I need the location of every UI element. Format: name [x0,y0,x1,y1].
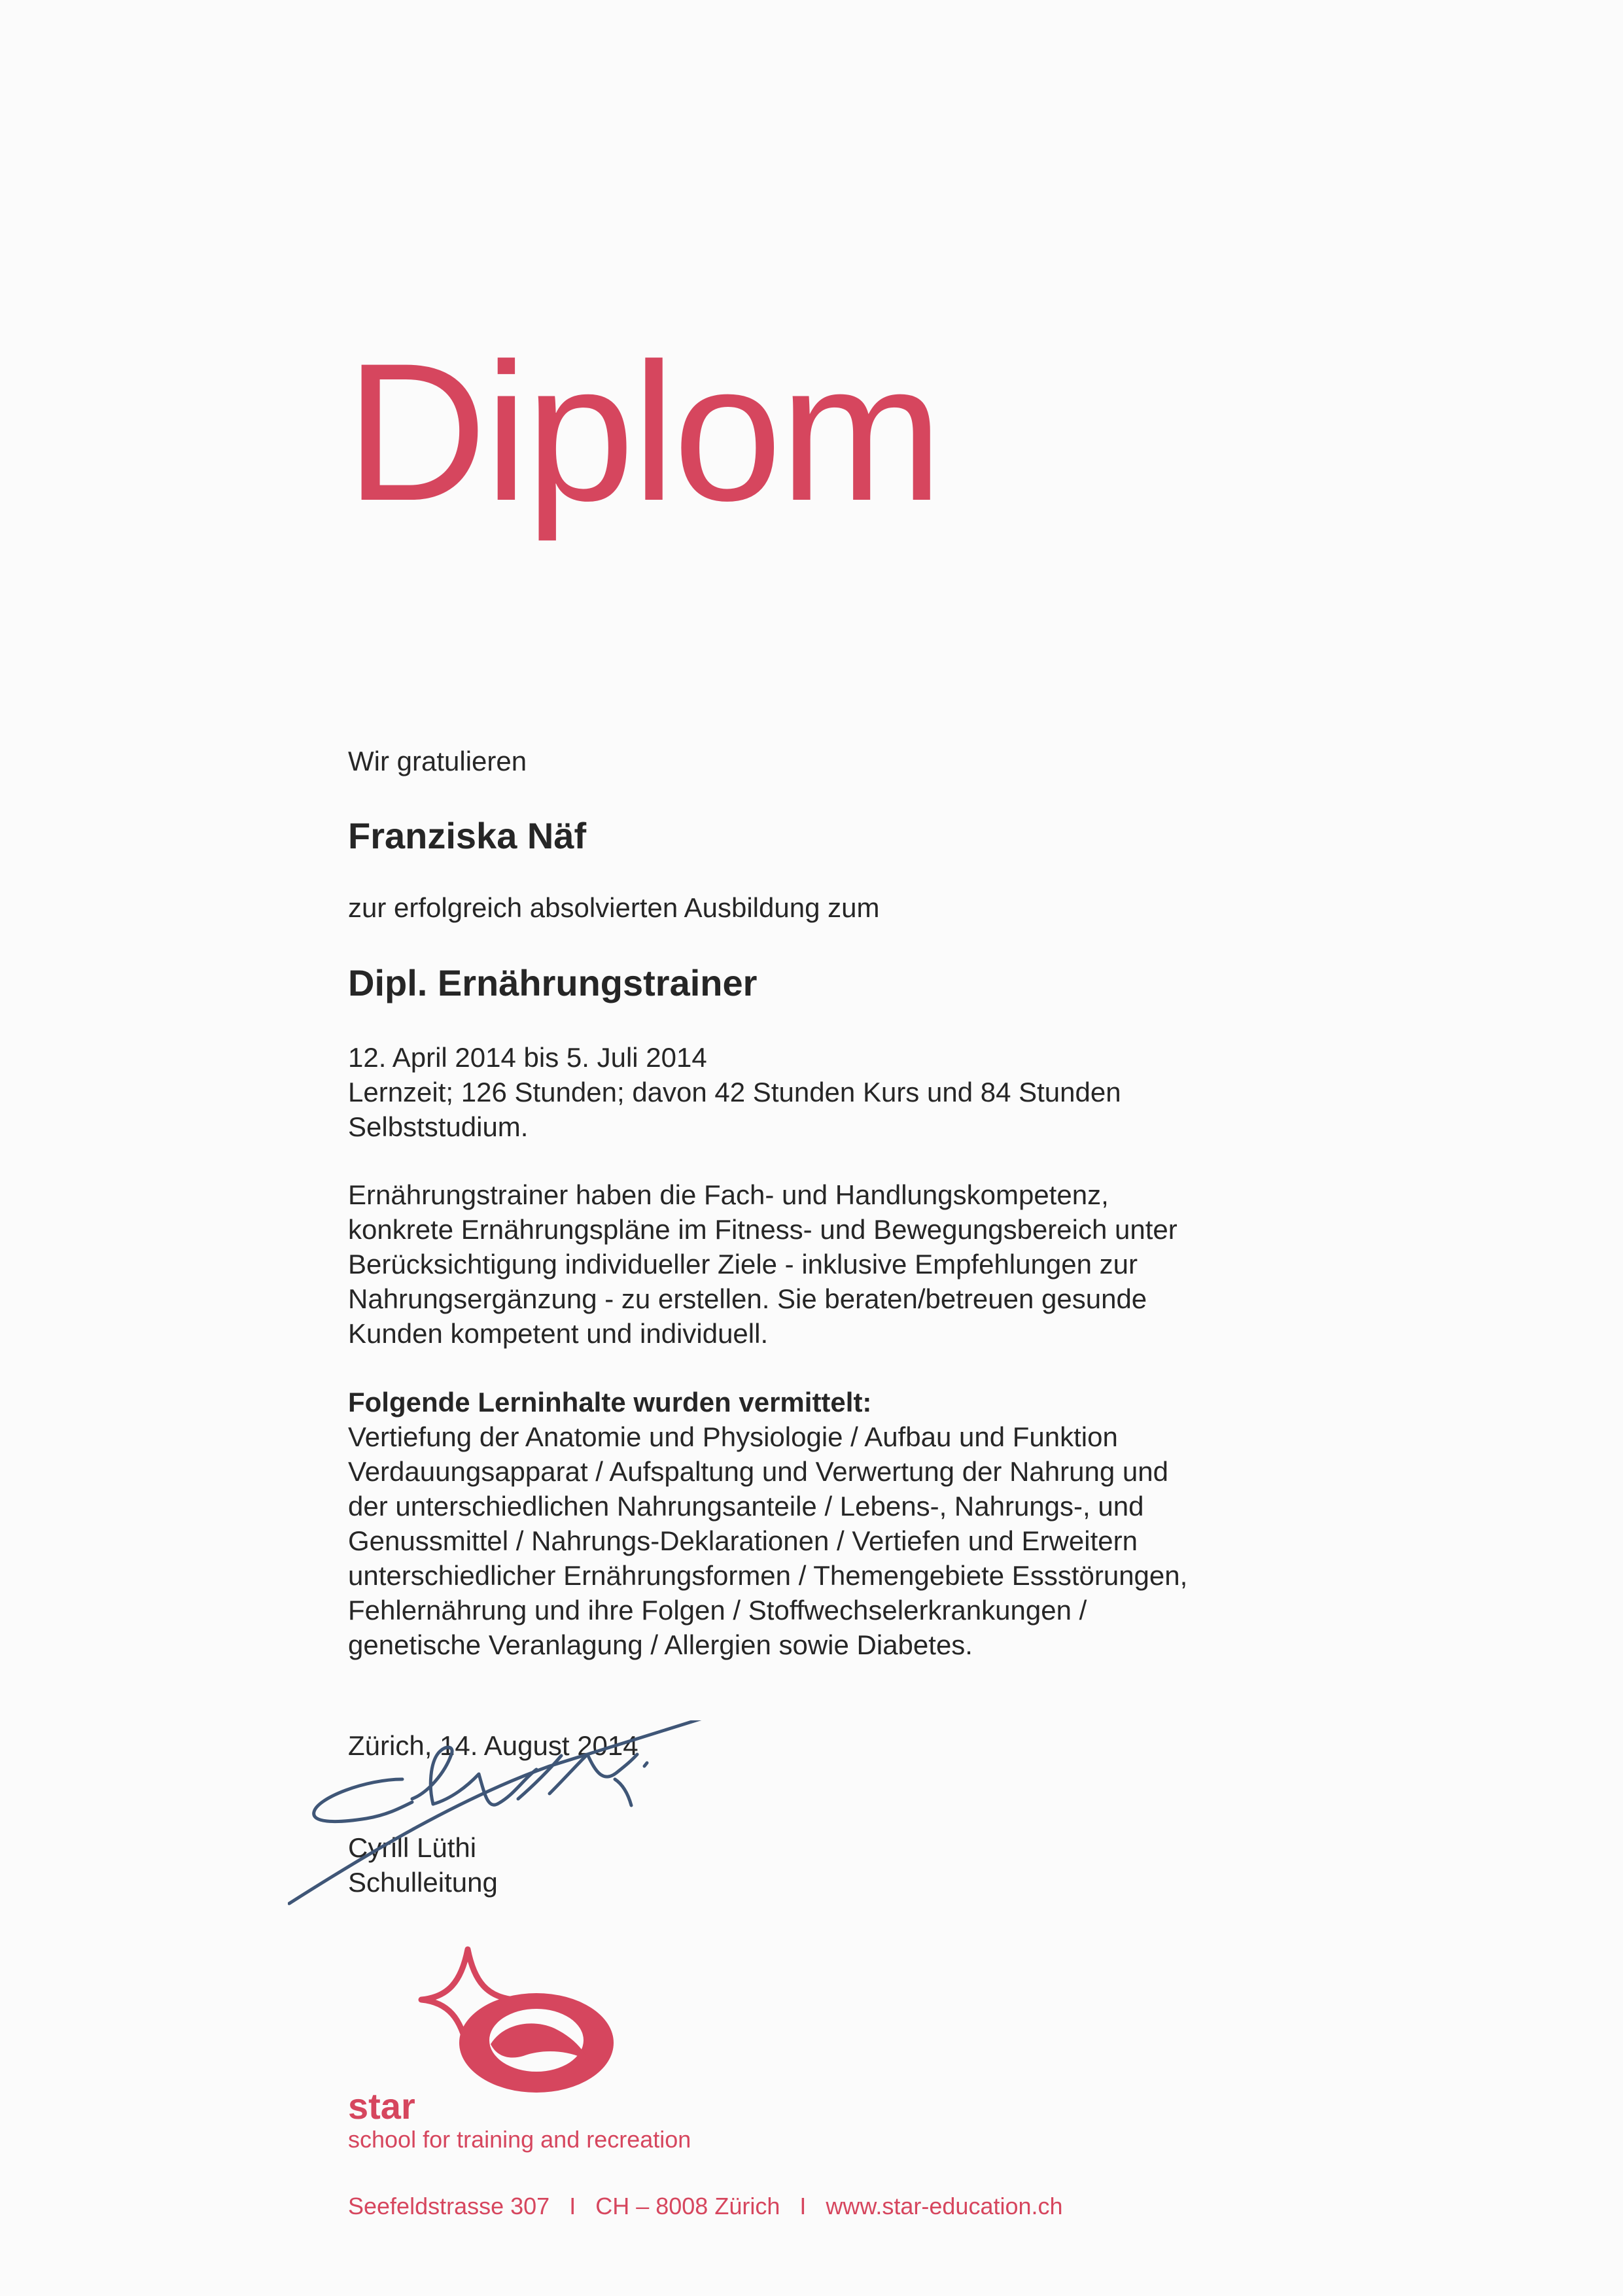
study-time-cont: Selbststudium. [348,1111,529,1142]
course-period: 12. April 2014 bis 5. Juli 2014 [348,1042,707,1073]
learning-content-line: unterschiedlicher Ernährungsformen / Themengebiete Essstörungen, [348,1560,1188,1591]
footer-address: Seefeldstrasse 307 [348,2193,550,2219]
footer-separator: I [799,2193,807,2219]
course-intro-text: zur erfolgreich absolvierten Ausbildung zum [348,892,880,923]
course-dates-block [348,1040,1303,1144]
learning-content-line: Fehlernährung und ihre Folgen / Stoffwechselerkrankungen / [348,1595,1087,1626]
footer [348,2193,1063,2220]
description-line: Berücksichtigung individueller Ziele - inklusive Empfehlungen zur [348,1249,1138,1279]
learning-content-line: der unterschiedlichen Nahrungsanteile / Lebens-, Nahrungs-, und [348,1491,1144,1522]
description-block [348,1177,1303,1351]
signer-name: Cyrill Lüthi [348,1832,477,1863]
learning-content-line: Vertiefung der Anatomie und Physiologie / Aufbau und Funktion [348,1421,1118,1452]
star-logo-icon [393,1946,628,2096]
description-line: konkrete Ernährungspläne im Fitness- und Bewegungsbereich unter [348,1214,1178,1245]
learning-content-block [348,1385,1303,1662]
brand-name: star [348,2085,415,2127]
footer-website: www.star-education.ch [826,2193,1063,2219]
description-line: Kunden kompetent und individuell. [348,1318,769,1349]
learning-content-line: genetische Veranlagung / Allergien sowie Diabetes. [348,1629,973,1660]
description-line: Ernährungstrainer haben die Fach- und Handlungskompetenz, [348,1179,1109,1210]
description-line: Nahrungsergänzung - zu erstellen. Sie beraten/betreuen gesunde [348,1283,1147,1314]
signer-role: Schulleitung [348,1867,498,1898]
footer-separator: I [569,2193,576,2219]
learning-content-heading: Folgende Lerninhalte wurden vermittelt: [348,1387,872,1418]
course-title: Dipl. Ernährungstrainer [348,962,758,1003]
study-time: Lernzeit; 126 Stunden; davon 42 Stunden Kurs und 84 Stunden [348,1077,1121,1107]
signature-date: Zürich, 14. August 2014 [348,1730,638,1761]
congratulation-text: Wir gratulieren [348,746,527,776]
page-title: Diplom [345,322,941,542]
learning-content-line: Verdauungsapparat / Aufspaltung und Verwertung der Nahrung und [348,1456,1168,1487]
footer-city: CH – 8008 Zürich [595,2193,780,2219]
learning-content-line: Genussmittel / Nahrungs-Deklarationen / Vertiefen und Erweitern [348,1525,1138,1556]
brand-tagline: school for training and recreation [348,2126,691,2153]
recipient-name: Franziska Näf [348,815,587,856]
handwritten-signature [288,1720,720,1930]
